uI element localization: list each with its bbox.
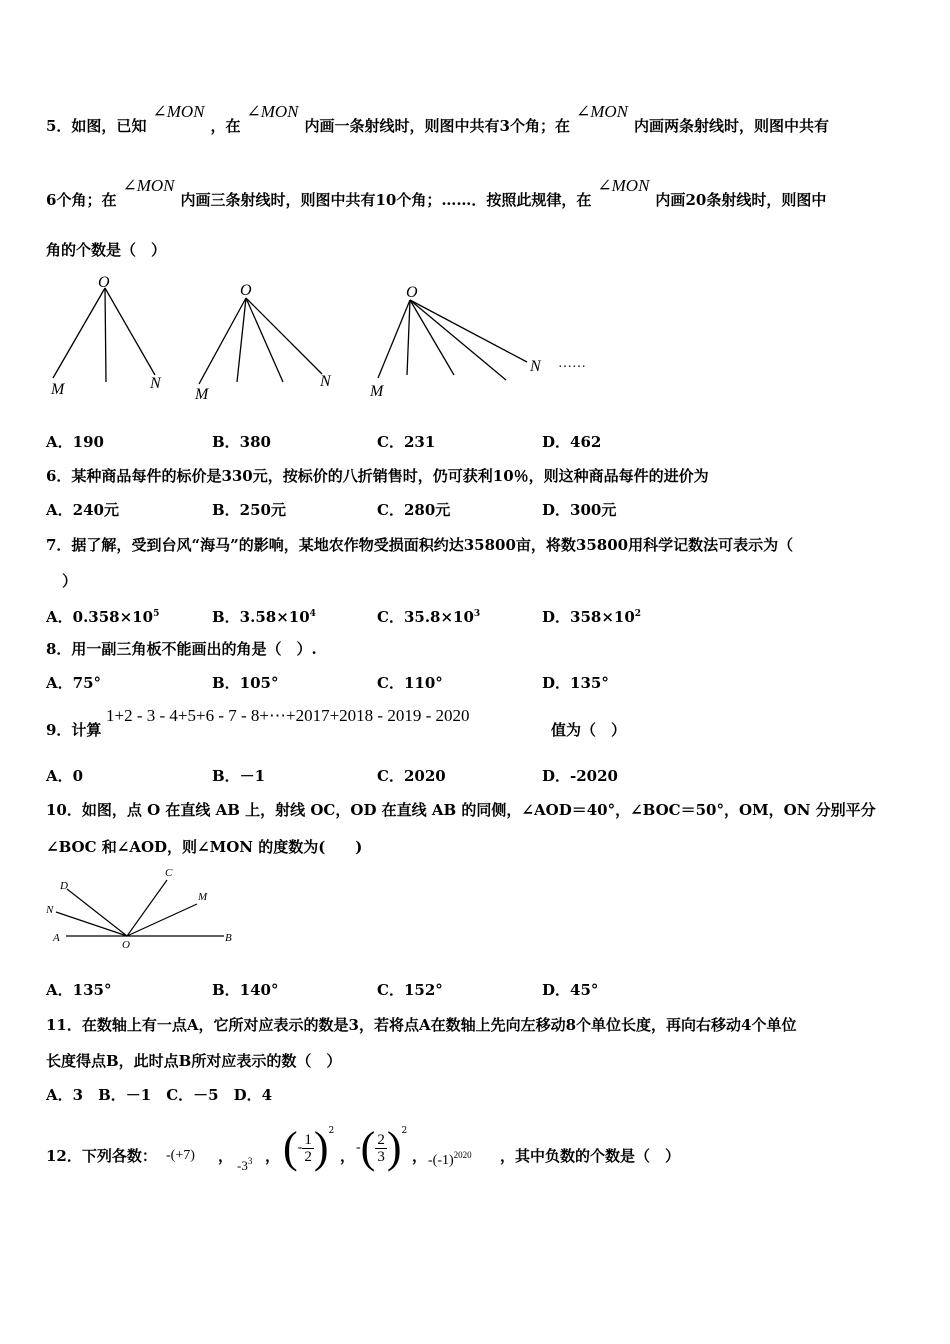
- q6-option-c[interactable]: C．280元: [377, 501, 451, 519]
- q8-option-b[interactable]: B．105°: [212, 674, 279, 692]
- angle-mon: ∠MON: [122, 176, 175, 195]
- q11-line1: 11．在数轴上有一点A，它所对应表示的数是3，若将点A在数轴上先向左移动8个单位长度，再向右移动4个单位: [46, 1016, 797, 1034]
- q9-expression: 1+2 - 3 - 4+5+6 - 7 - 8+⋯+2017+2018 - 2019 - 2020: [106, 706, 470, 725]
- label-m: M: [195, 386, 209, 403]
- q5-figure: [40, 270, 620, 405]
- q10-option-c[interactable]: C．152°: [377, 981, 443, 999]
- angle-mon: ∠MON: [576, 102, 629, 121]
- q8-option-a[interactable]: A．75°: [46, 674, 102, 692]
- q12-item-5: $-(-1)^{2020}$: [428, 1150, 472, 1168]
- figure-1: [50, 274, 162, 398]
- q5-option-a[interactable]: A．190: [46, 433, 104, 451]
- q8-option-c[interactable]: C．110°: [377, 674, 443, 692]
- label-n: N: [320, 373, 331, 390]
- q9-prefix: 9．计算: [46, 721, 102, 739]
- q7-option-c[interactable]: C．$35.8\times 10^3$: [377, 608, 481, 626]
- figure-3: [369, 284, 586, 400]
- q7-text: 7．据了解，受到台风“海马”的影响，某地农作物受损面积约达35800亩，将数35800用科学记数法可表示为（: [46, 536, 794, 554]
- q12-sep: ，: [265, 1147, 281, 1165]
- q12-item-2: $-3^3$: [237, 1156, 253, 1173]
- label-o: O: [240, 282, 252, 299]
- label-o: O: [122, 939, 130, 951]
- angle-mon: ∠MON: [246, 102, 299, 121]
- q5-line2: 6个角；在∠MON内画三条射线时，则图中共有10个角；……．按照此规律，在∠MON内画20条射线时，则图中: [46, 176, 827, 209]
- q6-option-d[interactable]: D．300元: [542, 501, 617, 519]
- q12-suffix: ，其中负数的个数是（ ）: [500, 1147, 681, 1165]
- q9-option-d[interactable]: D．-2020: [542, 767, 618, 785]
- q6-option-b[interactable]: B．250元: [212, 501, 286, 519]
- q5-line1: 5．如图，已知∠MON，在∠MON内画一条射线时，则图中共有3个角；在∠MON内画两条射线时，则图中共有: [46, 102, 830, 135]
- q6-option-a[interactable]: A．240元: [46, 501, 119, 519]
- label-b: B: [225, 932, 232, 944]
- q10-option-b[interactable]: B．140°: [212, 981, 279, 999]
- q9-option-b[interactable]: B．－1: [212, 767, 266, 785]
- label-m: M: [198, 891, 208, 903]
- q10-option-d[interactable]: D．45°: [542, 981, 599, 999]
- q12-sep: ，: [412, 1147, 428, 1165]
- label-n: N: [46, 904, 54, 916]
- label-o: O: [406, 284, 418, 301]
- q10-option-a[interactable]: A．135°: [46, 981, 112, 999]
- q10-line2: ∠BOC 和∠AOD，则∠MON 的度数为( ): [46, 838, 363, 856]
- label-a: A: [53, 932, 60, 944]
- label-n: N: [150, 375, 161, 392]
- q12-item-1: -(+7): [166, 1148, 195, 1163]
- label-n: N: [530, 358, 541, 375]
- q11-options[interactable]: A．3 B．－1 C．－5 D．4: [46, 1086, 273, 1104]
- q7-option-b[interactable]: B．$3.58\times 10^4$: [212, 608, 316, 626]
- label-o: O: [98, 274, 110, 291]
- angle-mon: ∠MON: [597, 176, 650, 195]
- q5-option-b[interactable]: B．380: [212, 433, 271, 451]
- q7-option-d[interactable]: D．$358\times 10^2$: [542, 608, 642, 626]
- q9-suffix: 值为（ ）: [551, 721, 627, 739]
- q8-text: 8．用一副三角板不能画出的角是（ ）.: [46, 640, 317, 658]
- q11-line2: 长度得点B，此时点B所对应表示的数（ ）: [46, 1052, 342, 1070]
- q12-sep: ，: [218, 1147, 234, 1165]
- label-m: M: [51, 381, 65, 398]
- figure-2: [194, 282, 332, 403]
- q7-text-cont: ）: [62, 572, 78, 590]
- q12-item-4: -( $\frac{2}{3}$ )$^2$: [356, 1123, 408, 1172]
- q10-line1: 10．如图，点 O 在直线 AB 上，射线 OC，OD 在直线 AB 的同侧，∠AOD＝40°，∠BOC＝50°，OM，ON 分别平分: [46, 801, 876, 819]
- q12-item-3: (- $\frac{1}{2}$ )$^2$: [283, 1123, 335, 1172]
- q9-option-a[interactable]: A．0: [46, 767, 84, 785]
- q5-option-c[interactable]: C．231: [377, 433, 436, 451]
- q7-option-a[interactable]: A．$0.358\times 10^5$: [46, 608, 160, 626]
- label-d: D: [60, 880, 68, 892]
- q12-sep: ，: [340, 1147, 356, 1165]
- angle-mon: ∠MON: [152, 102, 205, 121]
- q5-option-d[interactable]: D．462: [542, 433, 602, 451]
- q6-text: 6．某种商品每件的标价是330元，按标价的八折销售时，仍可获利10％，则这种商品每件的进价为: [46, 467, 709, 485]
- label-c: C: [165, 867, 173, 879]
- label-m: M: [370, 383, 384, 400]
- q9-option-c[interactable]: C．2020: [377, 767, 446, 785]
- q5-line3: 角的个数是（ ）: [46, 241, 167, 259]
- ellipsis: ……: [558, 356, 586, 371]
- q12-prefix: 12．下列各数：: [46, 1147, 157, 1165]
- q10-figure: [40, 862, 240, 954]
- q8-option-d[interactable]: D．135°: [542, 674, 609, 692]
